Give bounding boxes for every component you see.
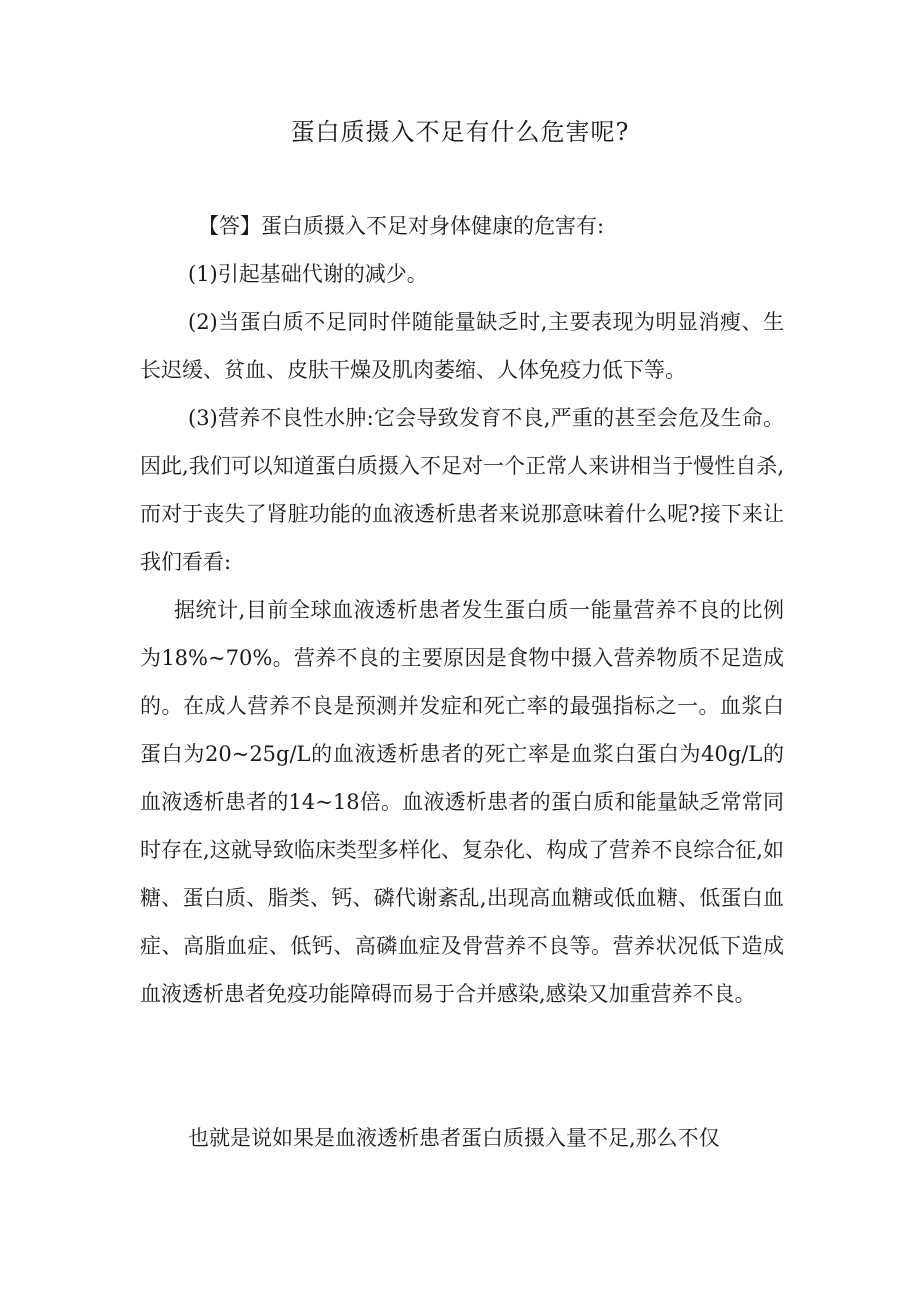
conclusion-paragraph: 也就是说如果是血液透析患者蛋白质摄入量不足,那么不仅 [188,1126,720,1150]
point-2-paragraph: (2)当蛋白质不足同时伴随能量缺乏时,主要表现为明显消瘦、生长迟缓、贫血、皮肤干燥及肌肉萎缩、人体免疫力低下等。 [140,310,784,382]
answer-intro-paragraph: 【答】蛋白质摄入不足对身体健康的危害有: [198,214,605,238]
statistics-paragraph: 据统计,目前全球血液透析患者发生蛋白质一能量营养不良的比例为18%~70%。营养不良的主要原因是食物中摄入营养物质不足造成的。在成人营养不良是预测并发症和死亡率的最强指标之一。血浆白蛋白为20~25g/L的血液透析患者的死亡率是血浆白蛋白为40g/L的血液透析患者的14~18倍。血液透析患者的蛋白质和能量缺乏常常同时存在,这就导致临床类型多样化、复杂化、构成了营养不良综合征,如糖、蛋白质、脂类、钙、磷代谢紊乱,出现高血糖或低血糖、低蛋白血症、高脂血症、低钙、高磷血症及骨营养不良等。营养状况低下造成血液透析患者免疫功能障碍而易于合并感染,感染又加重营养不良。 [140,598,784,1006]
point-1-paragraph: (1)引起基础代谢的减少。 [188,262,428,286]
point-3-paragraph: (3)营养不良性水肿:它会导致发育不良,严重的甚至会危及生命。因此,我们可以知道蛋白质摄入不足对一个正常人来讲相当于慢性自杀,而对于丧失了肾脏功能的血液透析患者来说那意味着什么呢?接下来让我们看看: [140,406,784,574]
document-title: 蛋白质摄入不足有什么危害呢? [290,118,630,146]
